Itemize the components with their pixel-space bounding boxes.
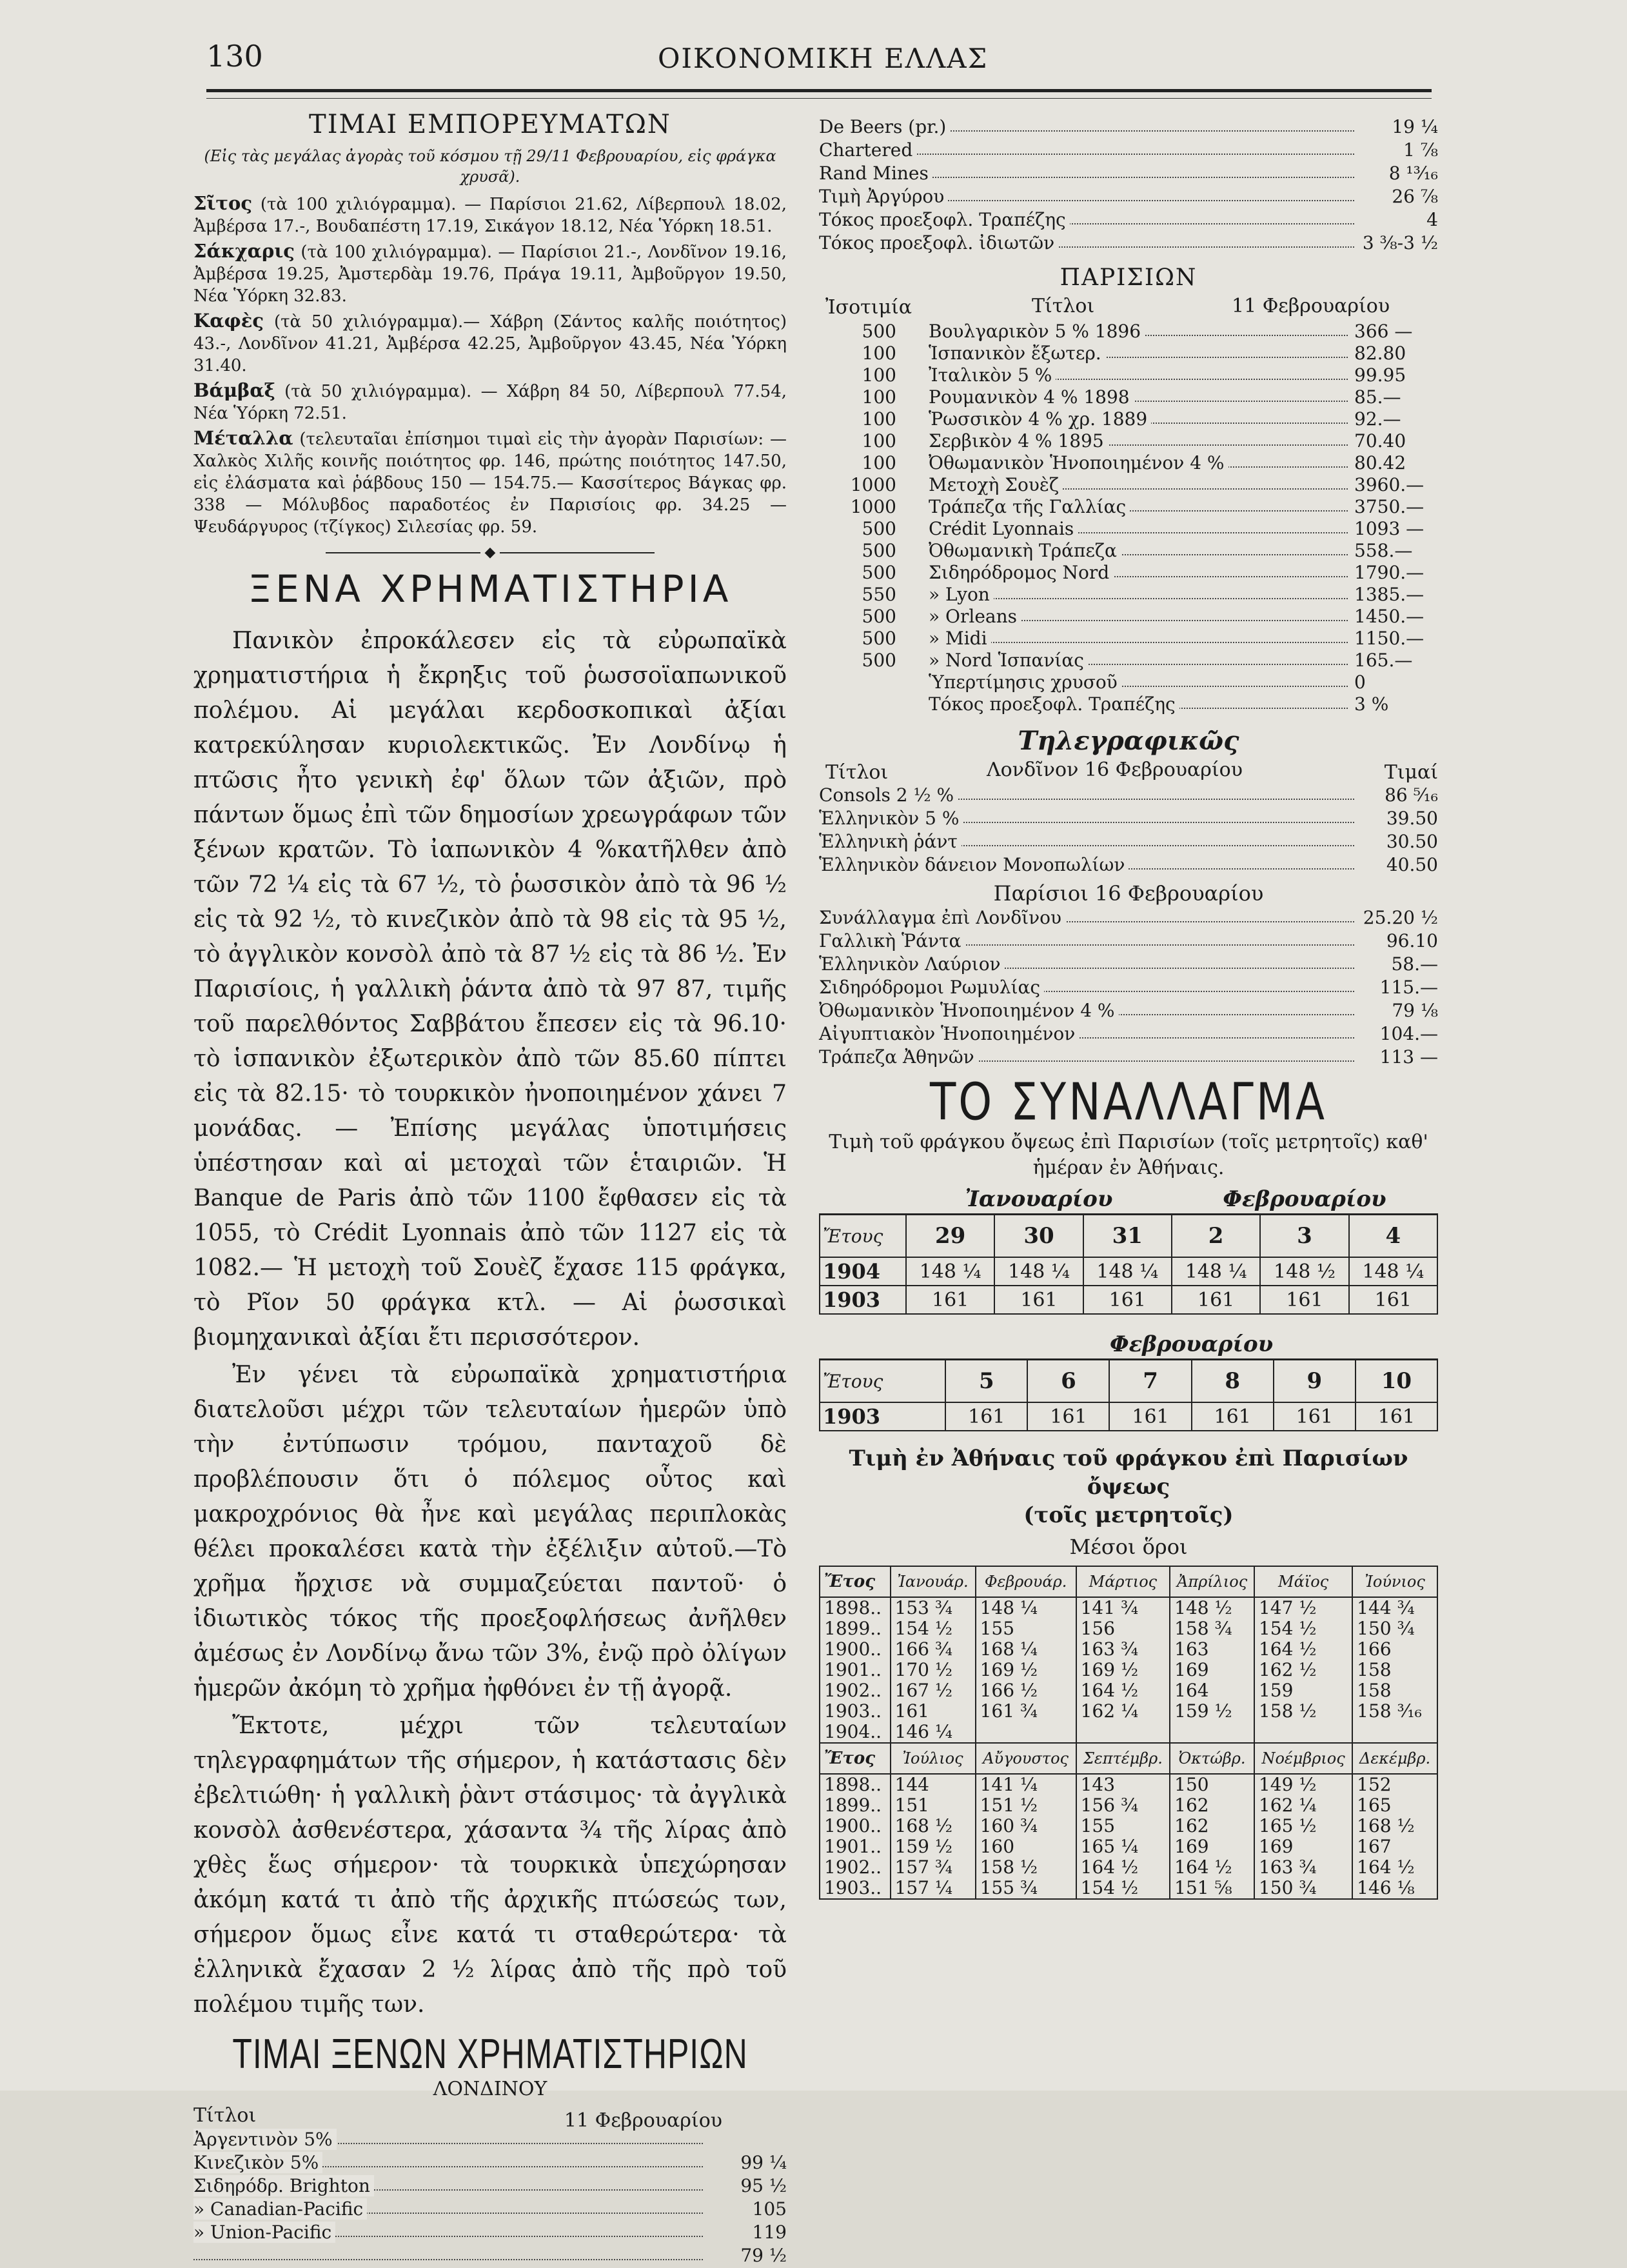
commodity-text: (τὰ 100 χιλιόγραμμα). — Παρίσιοι 21.62, Λίβερπουλ 18.02, Ἀμβέρσα 17.-, Βουδαπέστη 17.19, Σικάγον 18.12, Νέα Ὑόρκη 18.51. <box>193 195 787 236</box>
price-row <box>193 2175 787 2198</box>
month-header: Μάϊος <box>1254 1566 1352 1597</box>
price-row <box>819 139 1438 163</box>
security-price: 558.— <box>1354 540 1413 561</box>
article-paragraph: Ἐν γένει τὰ εὐρωπαϊκὰ χρηματιστήρια διατελοῦσι μέχρι τῶν τελευταίων ἡμερῶν ὑπὸ τὴν ἐντύπωσιν τρόμου, πανταχοῦ δὲ προβλέπουσιν ὅτι ὁ πόλεμος οὗτος καὶ μακροχρόνιος θὰ ἦνε καὶ μεγάλας περιπλοκὰς θέλει προκαλέσει κατὰ τὴν ἐξέλιξιν αὐτοῦ.—Τὸ χρῆμα ἤρχισε νὰ συμμαζεύεται παντοῦ· ὁ ἰδιωτικὸς τόκος τῆς προεξοφλήσεως ἀνῆλθεν ἀμέσως ἐν Λονδίνῳ ἄνω τῶν 3%, ἐνῷ πρὸ ὀλίγων ἡμερῶν ἀκόμη τὸ χρῆμα ἠφθόνει ἐν τῇ ἀγορᾷ. <box>193 1362 787 1702</box>
foreign-prices-title: ΤΙΜΑΙ ΞΕΝΩΝ ΧΡΗΜΑΤΙΣΤΗΡΙΩΝ <box>232 2030 748 2078</box>
security-price: 4 <box>1426 209 1438 230</box>
month-header: Δεκέμβρ. <box>1352 1743 1437 1774</box>
month-header: Ἰούλιος <box>891 1743 976 1774</box>
month-header: Αὔγουστος <box>976 1743 1076 1774</box>
day-header: 3 <box>1260 1215 1348 1258</box>
security-price: 95 ½ <box>740 2175 787 2196</box>
athens-title-line2: (τοῖς μετρητοῖς) <box>1023 1502 1234 1528</box>
commodity-text: (τὰ 50 χιλιόγραμμα). — Χάβρη 84 50, Λίβερπουλ 77.54, Νέα Ὑόρκη 72.51. <box>193 382 787 423</box>
price-row <box>193 2152 787 2175</box>
london-heading: ΛΟΝΔΙΝΟΥ <box>433 2078 547 2100</box>
security-name: Συνάλλαγμα ἐπὶ Λονδῖνου <box>819 907 1065 928</box>
security-name: Consols 2 ½ % <box>819 784 958 806</box>
nominal-value: 500 <box>862 606 896 627</box>
page-number: 130 <box>206 39 263 74</box>
security-price: 19 ¼ <box>1392 116 1438 137</box>
price-row <box>819 116 1438 139</box>
leader-dots <box>929 642 1348 643</box>
values-row <box>820 1774 1437 1899</box>
rate-cell: 161 <box>1192 1402 1274 1431</box>
commodity-text: (τὰ 50 χιλιόγραμμα).— Χάβρη (Σάντος καλῆς ποιότητος) 43.-, Λονδῖνον 41.21, Ἀμβέρσα 42.25, Ἀμβοῦργον 43.45, Νέα Ὑόρκη 31.40. <box>193 312 787 375</box>
paris-row <box>819 408 1438 430</box>
header-rule <box>206 89 1432 92</box>
security-name: Τόκος προεξοφλ. Τραπέζης <box>819 209 1070 230</box>
paris-row <box>819 496 1438 518</box>
security-price: 1790.— <box>1354 562 1425 583</box>
security-name: Ἑλληνικὸν Λαύριον <box>819 953 1005 975</box>
year-cell: 1904 <box>820 1257 906 1286</box>
col-title-label: Τίτλοι <box>825 761 889 784</box>
london-table-header <box>193 2100 787 2132</box>
month-header: Ἰούνιος <box>1352 1566 1437 1597</box>
month-label: Φεβρουαρίου <box>945 1330 1437 1360</box>
security-price: 25.20 ½ <box>1363 907 1438 928</box>
month-header: Ὀκτώβρ. <box>1170 1743 1254 1774</box>
paris-title: ΠΑΡΙΣΙΩΝ <box>1060 264 1198 291</box>
month-values-cell: 141 ¼ 151 ½ 160 ¾ 160 158 ½ 155 ¾ <box>976 1774 1076 1899</box>
rate-cell: 161 <box>906 1286 994 1314</box>
security-name: Chartered <box>819 139 916 161</box>
paris-row <box>819 518 1438 540</box>
year-col-label: Ἔτους <box>820 1215 906 1258</box>
exchange-row <box>820 1257 1437 1286</box>
month-header: Ἀπρίλιος <box>1170 1566 1254 1597</box>
security-price: 1150.— <box>1354 628 1425 649</box>
nominal-value: 500 <box>862 518 896 539</box>
security-name: Αἰγυπτιακὸν Ἡνοποιημένον <box>819 1023 1079 1044</box>
paris-row <box>819 650 1438 671</box>
month-values-cell: 144 ¾ 150 ¾ 166 158 158 158 ³⁄₁₆ <box>1352 1597 1437 1743</box>
price-row <box>819 232 1438 255</box>
left-column <box>193 110 787 2268</box>
month-values-cell: 149 ½ 162 ¼ 165 ½ 169 163 ¾ 150 ¾ <box>1254 1774 1352 1899</box>
security-name: Ἰταλικὸν 5 % <box>929 364 1056 386</box>
security-name: Τράπεζα τῆς Γαλλίας <box>929 496 1130 517</box>
col-date-label: 11 Φεβρουαρίου <box>1232 295 1390 317</box>
price-row <box>819 831 1438 854</box>
athens-subtitle: Μέσοι ὅροι <box>1069 1535 1188 1559</box>
nominal-value: 100 <box>862 386 896 408</box>
security-name: Ἱσπανικὸν ἔξωτερ. <box>929 343 1105 364</box>
price-row <box>819 808 1438 831</box>
day-header: 7 <box>1109 1360 1191 1403</box>
month-header: Μάρτιος <box>1076 1566 1170 1597</box>
col-prices-label: Τιμαί <box>1384 761 1438 784</box>
commodity-name: Βάμβαξ <box>193 379 275 401</box>
col-date-label: 11 Φεβρουαρίου <box>564 2109 722 2132</box>
months-header-row <box>820 1566 1437 1597</box>
month-values-cell: 148 ½ 158 ¾ 163 169 164 159 ½ <box>1170 1597 1254 1743</box>
day-header: 2 <box>1172 1215 1260 1258</box>
paris-row <box>819 386 1438 408</box>
nominal-value: 100 <box>862 343 896 364</box>
day-header: 5 <box>945 1360 1027 1403</box>
year-col-label: Ἔτος <box>820 1743 891 1774</box>
rate-cell: 161 <box>1109 1402 1191 1431</box>
paris-row <box>819 343 1438 364</box>
rate-cell: 148 ½ <box>1260 1257 1348 1286</box>
nominal-value: 1000 <box>850 474 896 495</box>
security-price: 1093 — <box>1354 518 1425 539</box>
rate-cell: 161 <box>1356 1402 1437 1431</box>
rate-cell: 161 <box>1083 1286 1172 1314</box>
day-header: 8 <box>1192 1360 1274 1403</box>
security-price: 1450.— <box>1354 606 1425 627</box>
month-values-cell: 153 ¾ 154 ½ 166 ¾ 170 ½ 167 ½ 161 146 ¼ <box>891 1597 976 1743</box>
athens-title-line1: Τιμὴ ἐν Ἀθήναις τοῦ φράγκου ἐπὶ Παρισίων ὄψεως <box>849 1446 1408 1500</box>
security-price: 99.95 <box>1354 364 1406 386</box>
commodity-entry <box>193 310 787 377</box>
security-name: Ὀθωμανικὴ Τράπεζα <box>929 540 1121 561</box>
london-continued-rows <box>819 116 1438 255</box>
exchange-row <box>820 1286 1437 1314</box>
price-row <box>193 2198 787 2222</box>
nominal-value: 500 <box>862 540 896 561</box>
months-header-row <box>820 1743 1437 1774</box>
header-rule-thin <box>206 98 1432 99</box>
rate-cell: 161 <box>1027 1402 1109 1431</box>
page-header <box>206 39 1432 77</box>
day-header: 30 <box>994 1215 1083 1258</box>
year-cell: 1903 <box>820 1402 945 1431</box>
rate-cell: 161 <box>1274 1402 1356 1431</box>
security-price: 92.— <box>1354 408 1401 430</box>
security-name: Ὀθωμανικὸν Ἡνοποιημένον 4 % <box>929 452 1228 473</box>
security-price: 99 ¼ <box>740 2152 787 2173</box>
security-name: Βουλγαρικὸν 5 % 1896 <box>929 321 1145 342</box>
security-price: 80.42 <box>1354 452 1406 473</box>
rate-cell: 148 ¼ <box>1349 1257 1437 1286</box>
security-name: Σερβικὸν 4 % 1895 <box>929 430 1108 452</box>
security-price: 3 ⅜-3 ½ <box>1362 232 1438 254</box>
price-row <box>819 953 1438 977</box>
security-price: 82.80 <box>1354 343 1406 364</box>
day-header: 29 <box>906 1215 994 1258</box>
price-row <box>819 784 1438 808</box>
security-name: Ἀργεντινὸν 5% <box>193 2129 337 2150</box>
price-row <box>819 186 1438 209</box>
exchange-table-1 <box>819 1185 1438 1315</box>
values-row <box>820 1597 1437 1743</box>
nominal-value: 100 <box>862 452 896 473</box>
security-name: Τιμὴ Ἀργύρου <box>819 186 948 207</box>
price-row <box>819 1023 1438 1046</box>
security-price: 30.50 <box>1386 831 1438 852</box>
col-title-label: Τίτλοι <box>193 2104 257 2127</box>
security-price: 79 ⅛ <box>1392 1000 1438 1021</box>
nominal-value: 100 <box>862 364 896 386</box>
security-price: 85.— <box>1354 386 1401 408</box>
security-name: Rand Mines <box>819 163 932 184</box>
day-header: 4 <box>1349 1215 1437 1258</box>
security-price: 8 ¹³⁄₁₆ <box>1388 163 1438 184</box>
section-divider: ◆ <box>193 544 787 561</box>
year-col-label: Ἔτους <box>820 1360 945 1403</box>
security-price: 3960.— <box>1354 474 1425 495</box>
nominal-value: 1000 <box>850 496 896 517</box>
nominal-value: 500 <box>862 321 896 342</box>
article-paragraph: Πανικὸν ἐπροκάλεσεν εἰς τὰ εὐρωπαϊκὰ χρηματιστήρια ἡ ἔκρηξις τοῦ ῥωσσοϊαπωνικοῦ πολέμου. Αἱ μεγάλαι κερδοσκοπικαὶ ἀξίαι κατρεκύλησαν κυριολεκτικῶς. Ἐν Λονδίνῳ ἡ πτῶσις ἦτο γενικὴ ἐφ' ὅλων τῶν ἀξιῶν, πρὸ πάντων ὅμως ἐπὶ τῶν δημοσίων χρεωγράφων τῶν ξένων κρατῶν. Τὸ ἰαπωνικὸν 4 %κατῆλθεν ἀπὸ τῶν 72 ¼ εἰς τὰ 67 ½, τὸ ῥωσσικὸν ἀπὸ τὰ 96 ½ εἰς τὰ 92 ½, τὸ κινεζικὸν ἀπὸ τὰ 98 εἰς τὰ 95 ½, τὸ ἀγγλικὸν κονσὸλ ἀπὸ τὰ 87 ½ εἰς τὰ 86 ½. Ἐν Παρισίοις, ἡ γαλλικὴ ῥάντα ἀπὸ τὰ 97 87, τιμῆς τοῦ παρελθόντος Σαββάτου ἔπεσεν εἰς τὰ 96.10· τὸ ἱσπανικὸν ἐξωτερικὸν ἀπὸ τῶν 85.60 πίπτει εἰς τὰ 82.15· τὸ τουρκικὸν ἠνοποιημένον χάνει 7 μονάδας. — Ἐπίσης μεγάλας ὑποτιμήσεις ὑπέστησαν καὶ αἱ μετοχαὶ τῶν ἑταιριῶν. Ἡ Banque de Paris ἀπὸ τῶν 1100 ἔφθασεν εἰς τὰ 1055, τὸ Crédit Lyonnais ἀπὸ τῶν 1127 εἰς τὰ 1082.— Ἡ μετοχὴ τοῦ Σουὲζ ἔχασε 115 φράγκα, τὸ Ρῖον 50 φράγκα κτλ. — Αἱ ῥωσσικαὶ βιομηχανικαὶ ἀξίαι ἔτι περισσότερον. <box>193 628 787 1351</box>
price-row <box>819 209 1438 232</box>
security-name: Τράπεζα Ἀθηνῶν <box>819 1046 978 1068</box>
commodity-name: Καφὲς <box>193 310 264 332</box>
security-name: Σιδηρόδρομος Nord <box>929 562 1113 583</box>
month-values-cell: 144 151 168 ½ 159 ½ 157 ¾ 157 ¼ <box>891 1774 976 1899</box>
right-column <box>819 116 1438 1900</box>
security-name: » Lyon <box>929 584 994 605</box>
paris-row <box>819 321 1438 343</box>
security-name: » Midi <box>929 628 991 649</box>
day-header: 31 <box>1083 1215 1172 1258</box>
paris-row <box>819 584 1438 606</box>
nominal-value: 500 <box>862 562 896 583</box>
day-header: 6 <box>1027 1360 1109 1403</box>
price-row <box>819 907 1438 930</box>
commodity-text: (τελευταῖαι ἐπίσημοι τιμαὶ εἰς τὴν ἀγορὰν Παρισίων: — Χαλκὸς Χιλῆς κοινῆς ποιότητος φρ. 146, πρώτης ποιότητος 147.50, εἰς ἐλάσματα καὶ ῥάβδους 150 — 154.75.— Κασσίτερος Βάγκας φρ. 338 — Μόλυβδος παραδοτέος ἐν Παρισίοις φρ. 34.25 — Ψευδάργυρος (τζίγκος) Σιλεσίας φρ. 59. <box>193 430 787 537</box>
rate-cell: 148 ¼ <box>1083 1257 1172 1286</box>
security-name: Ἑλληνικὸν 5 % <box>819 808 963 829</box>
athens-average-table <box>819 1566 1438 1900</box>
security-price: 113 — <box>1379 1046 1438 1068</box>
nominal-value: 500 <box>862 628 896 649</box>
paris-row <box>819 430 1438 452</box>
security-price: 96.10 <box>1386 930 1438 951</box>
price-row <box>819 854 1438 877</box>
security-price: 115.— <box>1379 977 1438 998</box>
security-price: 3750.— <box>1354 496 1425 517</box>
years-cell: 1898.. 1899.. 1900.. 1901.. 1902.. 1903.. 1904.. <box>820 1597 891 1743</box>
rate-cell: 161 <box>1349 1286 1437 1314</box>
paris-row <box>819 628 1438 650</box>
security-price: 0 <box>1354 671 1366 693</box>
day-header: 9 <box>1274 1360 1356 1403</box>
commodity-name: Σῖτος <box>193 192 253 214</box>
commodity-name: Σάκχαρις <box>193 240 295 262</box>
london-rows <box>193 2129 787 2268</box>
nominal-value: 550 <box>862 584 896 605</box>
telegraphic-paris-title: Παρίσιοι 16 Φεβρουαρίου <box>993 881 1264 906</box>
security-name: Ὑπερτίμησις χρυσοῦ <box>929 671 1121 693</box>
price-row <box>819 1000 1438 1023</box>
security-name: Σιδηρόδρομοι Ρωμυλίας <box>819 977 1044 998</box>
security-name: Μετοχὴ Σουὲζ <box>929 474 1063 495</box>
commodity-entry <box>193 240 787 307</box>
month-header: Ἰανουάρ. <box>891 1566 976 1597</box>
price-row <box>193 2222 787 2245</box>
col-nominal-label: Ἰσοτιμία <box>825 296 912 319</box>
telegraphic-paris-rows <box>819 907 1438 1069</box>
days-row <box>820 1215 1437 1258</box>
rate-cell: 148 ¼ <box>906 1257 994 1286</box>
month-row <box>820 1330 1437 1360</box>
security-name: Ρουμανικὸν 4 % 1898 <box>929 386 1134 408</box>
paris-table-header <box>819 295 1438 321</box>
paris-row <box>819 452 1438 474</box>
security-price: 104.— <box>1379 1023 1438 1044</box>
exchange-table-2 <box>819 1330 1438 1431</box>
year-cell: 1903 <box>820 1286 906 1314</box>
exchange-table-1-body <box>820 1257 1437 1314</box>
paris-rows <box>819 321 1438 715</box>
commodities-note: (Εἰς τὰς μεγάλας ἀγορὰς τοῦ κόσμου τῇ 29/11 Φεβρουαρίου, εἰς φράγκα χρυσᾶ). <box>204 147 776 186</box>
nominal-value: 100 <box>862 430 896 452</box>
telegraphic-header <box>819 759 1438 784</box>
rate-cell: 148 ¼ <box>994 1257 1083 1286</box>
month-values-cell: 148 ¼ 155 168 ¼ 169 ½ 166 ½ 161 ¾ <box>976 1597 1076 1743</box>
days-row <box>820 1360 1437 1403</box>
security-price: 366 — <box>1354 321 1413 342</box>
rate-cell: 161 <box>1172 1286 1260 1314</box>
month-spacer <box>820 1185 906 1215</box>
paris-row <box>819 364 1438 386</box>
month-label: Ἰανουαρίου <box>906 1185 1172 1215</box>
month-values-cell: 147 ½ 154 ½ 164 ½ 162 ½ 159 158 ½ <box>1254 1597 1352 1743</box>
month-values-cell: 152 165 168 ½ 167 164 ½ 146 ⅛ <box>1352 1774 1437 1899</box>
month-header: Νοέμβριος <box>1254 1743 1352 1774</box>
security-price: 70.40 <box>1354 430 1406 452</box>
nominal-value: 500 <box>862 650 896 671</box>
month-header: Σεπτέμβρ. <box>1076 1743 1170 1774</box>
paris-row <box>819 474 1438 496</box>
price-row <box>193 2129 787 2152</box>
security-price: 105 <box>752 2198 787 2220</box>
month-values-cell: 143 156 ¾ 155 165 ¼ 164 ½ 154 ½ <box>1076 1774 1170 1899</box>
exchange-title: ΤΟ ΣΥΝΑΛΛΑΓΜΑ <box>929 1072 1328 1132</box>
paris-row <box>819 671 1438 693</box>
month-values-cell: 150 162 162 169 164 ½ 151 ⅝ <box>1170 1774 1254 1899</box>
year-col-label: Ἔτος <box>820 1566 891 1597</box>
security-name: » Orleans <box>929 606 1021 627</box>
exchange-table-2-body <box>820 1402 1437 1431</box>
paris-row <box>819 606 1438 628</box>
security-price: 39.50 <box>1386 808 1438 829</box>
commodity-entry <box>193 379 787 424</box>
security-name: Crédit Lyonnais <box>929 518 1078 539</box>
month-values-cell: 141 ¾ 156 163 ¾ 169 ½ 164 ½ 162 ¼ <box>1076 1597 1170 1743</box>
paris-row <box>819 562 1438 584</box>
col-title-label: Τίτλοι <box>1032 295 1095 317</box>
security-price: 40.50 <box>1386 854 1438 875</box>
commodity-entry <box>193 192 787 237</box>
security-name: » Union-Pacific <box>193 2222 335 2243</box>
security-price: 1385.— <box>1354 584 1425 605</box>
security-name: Γαλλικὴ Ῥάντα <box>819 930 965 951</box>
security-name: Τόκος προεξοφλ. ἰδιωτῶν <box>819 232 1058 254</box>
month-label: Φεβρουαρίου <box>1172 1185 1437 1215</box>
security-price: 86 ⁵⁄₁₆ <box>1385 784 1438 806</box>
month-row <box>820 1185 1437 1215</box>
security-price: 3 % <box>1354 693 1389 715</box>
rate-cell: 161 <box>945 1402 1027 1431</box>
price-row <box>819 163 1438 186</box>
month-header: Φεβρουάρ. <box>976 1566 1076 1597</box>
rate-cell: 148 ¼ <box>1172 1257 1260 1286</box>
price-row <box>193 2245 787 2268</box>
telegraphic-london-rows <box>819 784 1438 877</box>
nominal-value: 100 <box>862 408 896 430</box>
security-name: De Beers (pr.) <box>819 116 950 137</box>
commodities-title: ΤΙΜΑΙ ΕΜΠΟΡΕΥΜΑΤΩΝ <box>309 110 671 139</box>
security-name: Σιδηρόδρ. Brighton <box>193 2175 374 2196</box>
security-price: 119 <box>752 2222 787 2243</box>
security-price: 58.— <box>1391 953 1438 975</box>
rate-cell: 161 <box>994 1286 1083 1314</box>
commodity-entry <box>193 427 787 538</box>
price-row <box>819 1046 1438 1069</box>
col-city-date-label: Λονδῖνον 16 Φεβρουαρίου <box>987 759 1243 781</box>
article-paragraph: Ἔκτοτε, μέχρι τῶν τελευταίων τηλεγραφημάτων τῆς σήμερον, ἡ κατάστασις δὲν ἐβελτιώθη· ἡ γαλλικὴ ῥὰντ στάσιμος· τὰ ἀγγλικὰ κονσὸλ ἀσθενέστερα, χάσαντα ¾ τῆς λίρας ἀπὸ χθὲς ἕως σήμερον· τὰ τουρκικὰ ὑπεχώρησαν ἀκόμη κατά τι ἀπὸ τῆς ἀρχικῆς πτώσεώς των, σήμερον ὅμως εἶνε κατά τι σταθερώτερα· τὰ ἑλληνικὰ ἔχασαν 2 ½ λίρας ἀπὸ τῆς πρὸ τοῦ πολέμου τιμῆς των. <box>193 1713 787 2018</box>
foreign-exchanges-title: ΞΕΝΑ ΧΡΗΜΑΤΙΣΤΗΡΙΑ <box>248 567 733 611</box>
athens-title <box>819 1444 1438 1529</box>
day-header: 10 <box>1356 1360 1437 1403</box>
leader-dots <box>193 2259 703 2260</box>
commodity-text: (τὰ 100 χιλιόγραμμα). — Παρίσιοι 21.-, Λονδῖνον 19.16, Ἀμβέρσα 19.25, Ἀμστερδὰμ 19.76, Πράγα 19.11, Ἀμβοῦργον 19.50, Νέα Ὑόρκη 32.83. <box>193 243 787 306</box>
years-cell: 1898.. 1899.. 1900.. 1901.. 1902.. 1903.. <box>820 1774 891 1899</box>
exchange-row <box>820 1402 1437 1431</box>
security-price: 26 ⅞ <box>1392 186 1438 207</box>
security-name: Ἑλληνικὸν δάνειον Μονοπωλίων <box>819 854 1129 875</box>
security-price: 79 ½ <box>740 2245 787 2266</box>
security-name: » Nord Ἱσπανίας <box>929 650 1088 671</box>
security-name: Ῥωσσικὸν 4 % χρ. 1889 <box>929 408 1151 430</box>
commodity-name: Μέταλλα <box>193 427 293 449</box>
security-name: Κινεζικὸν 5% <box>193 2152 322 2173</box>
paris-row <box>819 693 1438 715</box>
security-name: Ὀθωμανικὸν Ἡνοποιημένον 4 % <box>819 1000 1119 1021</box>
price-row <box>819 930 1438 953</box>
security-price: 165.— <box>1354 650 1413 671</box>
rate-cell: 161 <box>1260 1286 1348 1314</box>
security-name: Τόκος προεξοφλ. Τραπέζης <box>929 693 1179 715</box>
telegraphic-title: Τηλεγραφικῶς <box>1018 726 1239 756</box>
commodity-list <box>193 192 787 538</box>
security-price: 1 ⅞ <box>1403 139 1438 161</box>
security-name: Ἑλληνικὴ ῥάντ <box>819 831 961 852</box>
paris-row <box>819 540 1438 562</box>
exchange-subtitle: Τιμὴ τοῦ φράγκου ὄψεως ἐπὶ Παρισίων (τοῖς μετρητοῖς) καθ' ἡμέραν ἐν Ἀθήναις. <box>829 1131 1428 1179</box>
running-title: ΟΙΚΟΝΟΜΙΚΗ ΕΛΛΑΣ <box>658 43 989 74</box>
price-row <box>819 977 1438 1000</box>
security-name: » Canadian-Pacific <box>193 2198 367 2220</box>
month-spacer <box>820 1330 945 1360</box>
